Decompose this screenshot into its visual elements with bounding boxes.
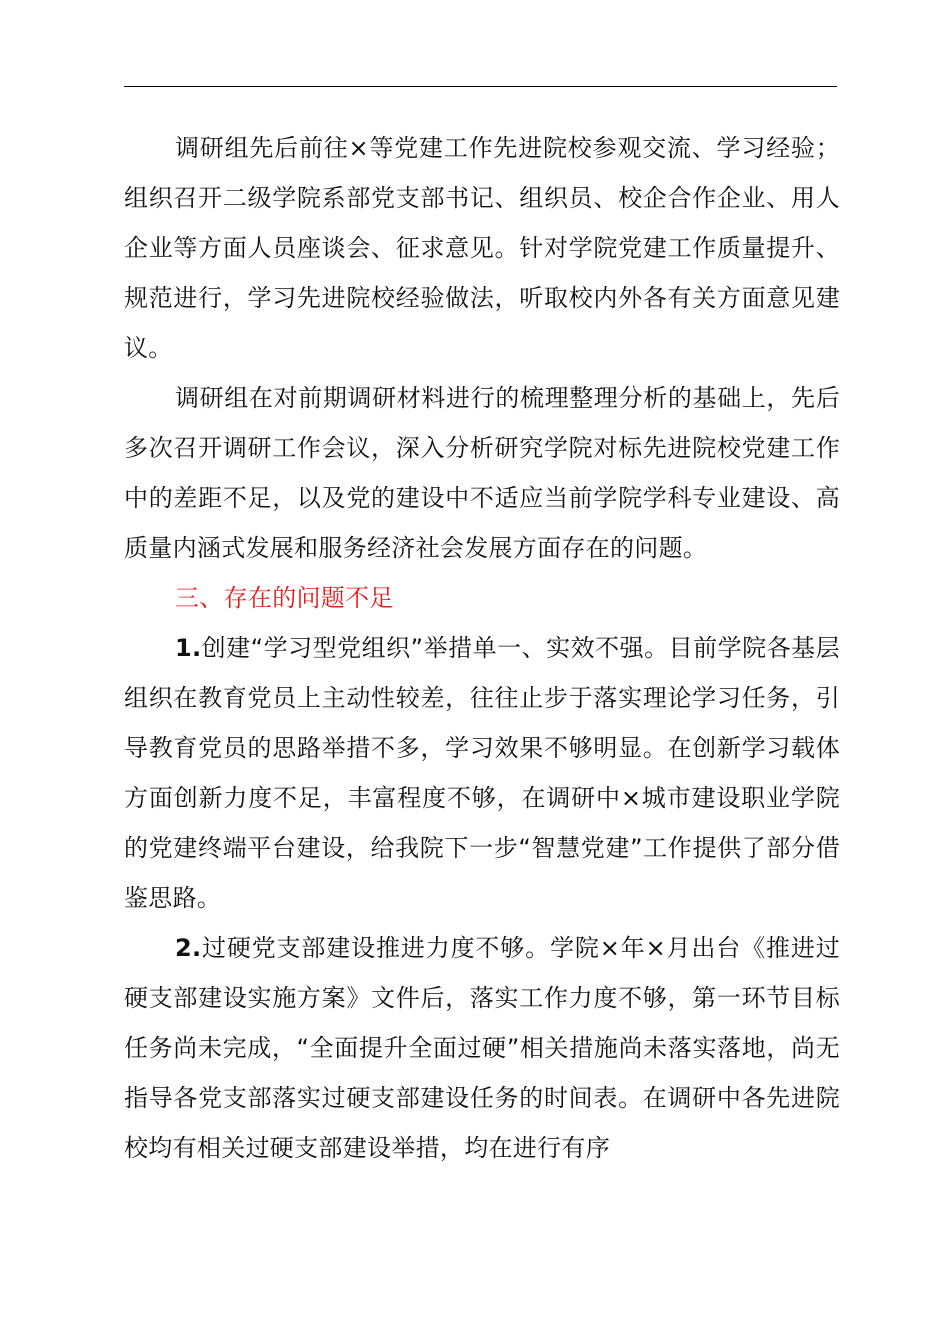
issue-item-1 xyxy=(124,623,840,923)
issue-body-2: 学院×年×月出台《推进过硬支部建设实施方案》文件后，落实工作力度不够，第一环节目标任务尚未完成，“全面提升全面过硬”相关措施尚未落实落地，尚无指导各党支部落实过硬支部建设任务的时间表。在调研中各先进院校均有相关过硬支部建设举措，均在进行有序 xyxy=(124,934,840,1162)
issue-number-1: 1. xyxy=(175,634,202,662)
issue-number-2: 2. xyxy=(175,934,202,962)
document-body xyxy=(124,123,840,1173)
issue-body-1: 目前学院各基层组织在教育党员上主动性较差，往往止步于落实理论学习任务，引导教育党员的思路举措不多，学习效果不够明显。在创新学习载体方面创新力度不足，丰富程度不够，在调研中×城市建设职业学院的党建终端平台建设，给我院下一步“智慧党建”工作提供了部分借鉴思路。 xyxy=(124,634,840,912)
section-heading: 三、存在的问题不足 xyxy=(175,584,394,612)
issue-item-2 xyxy=(124,923,840,1173)
issue-lead-2: 过硬党支部建设推进力度不够。 xyxy=(201,934,551,962)
paragraph-research-analysis: 调研组在对前期调研材料进行的梳理整理分析的基础上，先后多次召开调研工作会议，深入分析研究学院对标先进院校党建工作中的差距不足，以及党的建设中不适应当前学院学科专业建设、高质量内涵式发展和服务经济社会发展方面存在的问题。 xyxy=(124,384,840,562)
header-rule xyxy=(124,86,837,87)
paragraph-research-visits: 调研组先后前往×等党建工作先进院校参观交流、学习经验；组织召开二级学院系部党支部书记、组织员、校企合作企业、用人企业等方面人员座谈会、征求意见。针对学院党建工作质量提升、规范进行，学习先进院校经验做法，听取校内外各有关方面意见建议。 xyxy=(124,134,840,362)
issue-lead-1: 创建“学习型党组织”举措单一、实效不强。 xyxy=(201,634,669,662)
